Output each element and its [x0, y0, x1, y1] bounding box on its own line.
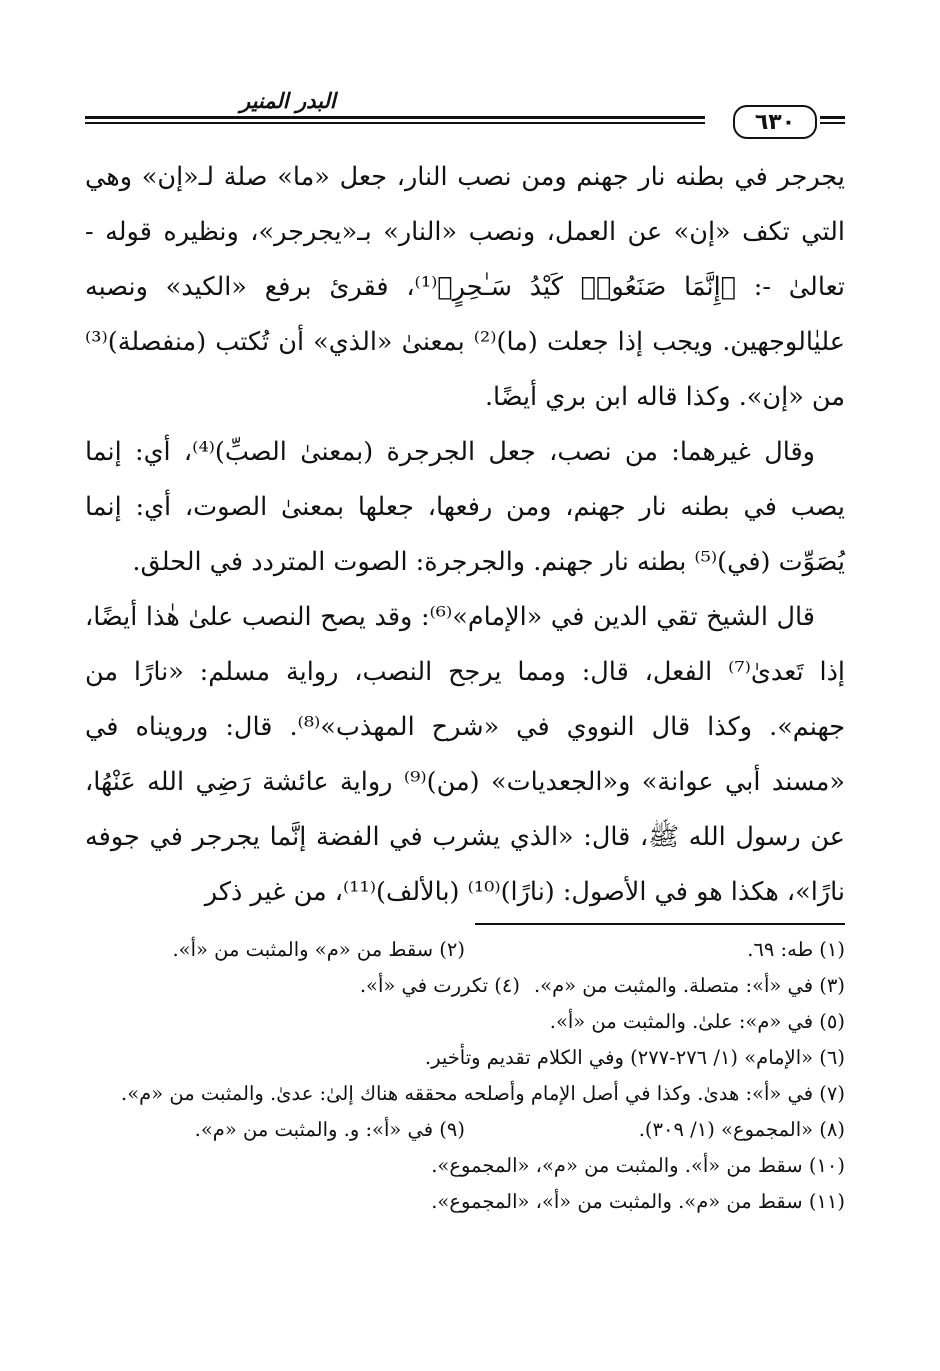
footnote-6: (٦) «الإمام» (١/ ٢٧٦-٢٧٧) وفي الكلام تقديم وتأخير.	[424, 1046, 845, 1069]
footnote-row	[85, 932, 845, 968]
footnote-11: (١١) سقط من «م». والمثبت من «أ»، «المجموع».	[431, 1190, 845, 1213]
footnote-4: (٤) تكررت في «أ».	[359, 974, 520, 997]
footnote-10: (١٠) سقط من «أ». والمثبت من «م»، «المجموع».	[431, 1154, 845, 1177]
footnote-5: (٥) في «م»: علىٰ. والمثبت من «أ».	[549, 1010, 845, 1033]
footnote-row	[85, 968, 845, 1004]
footnote-2: (٢) سقط من «م» والمثبت من «أ».	[172, 938, 465, 961]
page-number: ٦٣٠	[733, 105, 817, 139]
footnote-separator	[475, 923, 845, 925]
footnotes	[85, 932, 845, 1220]
main-text	[85, 150, 845, 920]
paragraph-2: وقال غيرهما: من نصب، جعل الجرجرة (بمعنىٰ الصبِّ)⁽⁴⁾، أي: إنما يصب في بطنه نار جهنم، ومن رفعها، جعلها بمعنىٰ الصوت، أي: إنما يُصَوِّت (في)⁽⁵⁾ بطنه نار جهنم. والجرجرة: الصوت المتردد في الحلق.	[85, 437, 845, 577]
footnote-row	[85, 1148, 845, 1184]
footnote-1: (١) طه: ٦٩.	[747, 938, 845, 961]
footnote-3: (٣) في «أ»: متصلة. والمثبت من «م».	[533, 974, 845, 997]
footnote-9: (٩) في «أ»: و. والمثبت من «م».	[194, 1118, 465, 1141]
header-rule-bottom	[85, 122, 705, 124]
footnote-7: (٧) في «أ»: هدىٰ. وكذا في أصل الإمام وأصلحه محققه هناك إلىٰ: عدىٰ. والمثبت من «م».	[121, 1082, 845, 1105]
footnote-row	[85, 1112, 845, 1148]
footnote-8: (٨) «المجموع» (١/ ٣٠٩).	[638, 1118, 845, 1141]
header-rule-right-top	[820, 116, 845, 119]
header-rule-top	[85, 116, 705, 119]
footnote-row	[85, 1184, 845, 1220]
book-title: البدر المنير	[240, 88, 336, 113]
footnote-row	[85, 1004, 845, 1040]
header-rule-right-bottom	[820, 122, 845, 124]
paragraph-1: يجرجر في بطنه نار جهنم ومن نصب النار، جعل «ما» صلة لـ«إن» وهي التي تكف «إن» عن العمل، ونصب «النار» بـ«يجرجر»، ونظيره قوله - تعالىٰ -: ﴿إِنَّمَا صَنَعُوا۟ كَيْدُ سَـٰحِرٍ﴾⁽¹⁾، فقرئ برفع «الكيد» ونصبه عليٰالوجهين. ويجب إذا جعلت (ما)⁽²⁾ بمعنىٰ «الذي» أن تُكتب (منفصلة)⁽³⁾ من «إن». وكذا قاله ابن بري أيضًا.	[85, 162, 845, 412]
page-header	[85, 88, 845, 138]
footnote-row	[85, 1040, 845, 1076]
paragraph-3: قال الشيخ تقي الدين في «الإمام»⁽⁶⁾: وقد يصح النصب علىٰ هٰذا أيضًا، إذا تَعدىٰ⁽⁷⁾ الفعل، قال: ومما يرجح النصب، رواية مسلم: «نارًا من جهنم». وكذا قال النووي في «شرح المهذب»⁽⁸⁾. قال: ورويناه في «مسند أبي عوانة» و«الجعديات» (من)⁽⁹⁾ رواية عائشة رَضِي الله عَنْهُا، عن رسول الله ﷺ، قال: «الذي يشرب في الفضة إنَّما يجرجر في جوفه نارًا»، هكذا هو في الأصول: (نارًا)⁽¹⁰⁾ (بالألف)⁽¹¹⁾، من غير ذكر	[85, 602, 846, 907]
